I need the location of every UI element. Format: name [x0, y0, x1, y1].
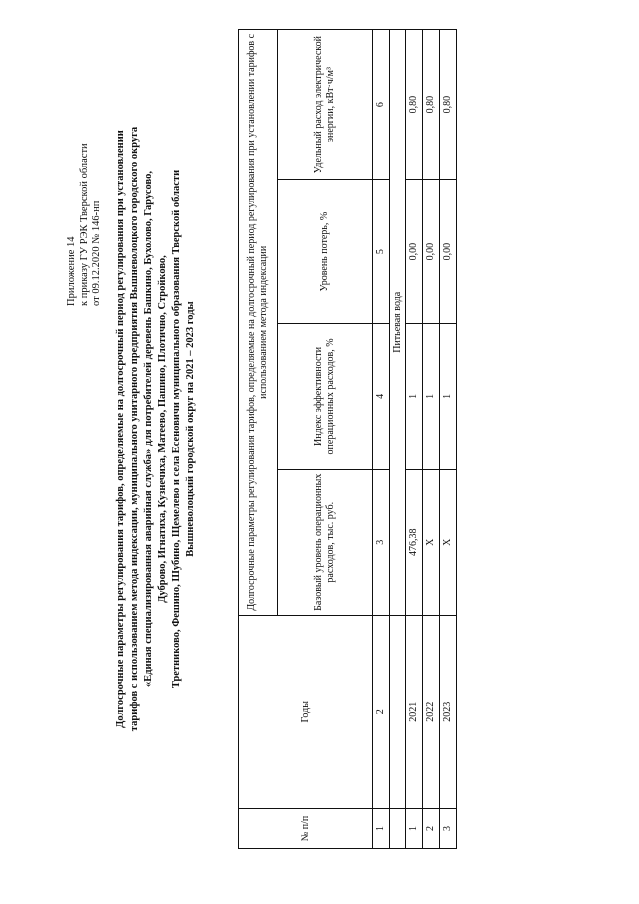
cell-loss: 0,00 — [406, 180, 423, 324]
col-num-3: 3 — [373, 469, 390, 615]
title-line-2: тарифов с использованием метода индексации, муниципального унитарного предприятия Вышневолоцкого городского округа — [129, 126, 140, 732]
cell-index: 1 — [406, 323, 423, 469]
col-num-2: 2 — [373, 615, 390, 808]
cell-year: 2022 — [423, 615, 440, 808]
header-index: Индекс эффективности операционных расходов, % — [278, 323, 373, 469]
cell-energy: 0,80 — [440, 30, 457, 180]
appendix-line-2: к приказу ГУ РЭК Тверской области — [78, 143, 90, 306]
cell-no: 1 — [406, 808, 423, 848]
col-num-5: 5 — [373, 180, 390, 324]
cell-loss: 0,00 — [423, 180, 440, 324]
title-line-5: Третниково, Фешино, Шубино, Щемелево и села Есеновичи муниципального образования Тверской области — [171, 169, 182, 689]
cell-energy: 0,80 — [406, 30, 423, 180]
table-row — [406, 30, 423, 849]
cell-energy: 0,80 — [423, 30, 440, 180]
cell-base: 476,38 — [406, 469, 423, 615]
parameters-table — [238, 29, 457, 849]
cell-loss: 0,00 — [440, 180, 457, 324]
cell-year: 2021 — [406, 615, 423, 808]
section-label: Питьевая вода — [390, 30, 406, 616]
section-blank-1 — [390, 808, 406, 848]
appendix-line-3: от 09.12.2020 № 146-нп — [91, 200, 102, 306]
header-years: Годы — [239, 615, 373, 808]
col-num-6: 6 — [373, 30, 390, 180]
table-row — [440, 30, 457, 849]
header-base: Базовый уровень операционных расходов, тыс. руб. — [278, 469, 373, 615]
column-number-row — [373, 30, 390, 849]
cell-index: 1 — [423, 323, 440, 469]
header-loss: Уровень потерь, % — [278, 180, 373, 324]
section-row — [390, 30, 406, 849]
cell-index: 1 — [440, 323, 457, 469]
title-line-1: Долгосрочные параметры регулирования тарифов, определяемые на долгосрочный период регулирования при установлении — [115, 130, 126, 728]
header-no: № п/п — [239, 808, 373, 848]
document-title — [114, 64, 198, 794]
header-group: Долгосрочные параметры регулирования тарифов, определяемые на долгосрочный период регулирования при установлении тарифов с использованием метода индексации — [239, 30, 278, 616]
title-line-4: Дуброво, Игнатиха, Кузнечиха, Матеево, Пашино, Плотично, Стройково, — [157, 255, 168, 603]
title-line-3: «Единая специализированная аварийная служба» для потребителей деревень Башкино, Бухолово, Гарусово, — [143, 170, 154, 688]
appendix-line-1: Приложение 14 — [66, 236, 77, 306]
cell-no: 2 — [423, 808, 440, 848]
header-energy: Удельный расход электрической энергии, кВт·ч/м³ — [278, 30, 373, 180]
cell-base: Х — [440, 469, 457, 615]
section-blank-2 — [390, 615, 406, 808]
table-row — [423, 30, 440, 849]
title-line-6: Вышневолоцкий городской округ на 2021 – 2023 годы — [185, 301, 196, 557]
col-num-1: 1 — [373, 808, 390, 848]
appendix-block — [66, 143, 104, 306]
cell-year: 2023 — [440, 615, 457, 808]
cell-base: Х — [423, 469, 440, 615]
table-header-row — [239, 30, 278, 849]
cell-no: 3 — [440, 808, 457, 848]
col-num-4: 4 — [373, 323, 390, 469]
